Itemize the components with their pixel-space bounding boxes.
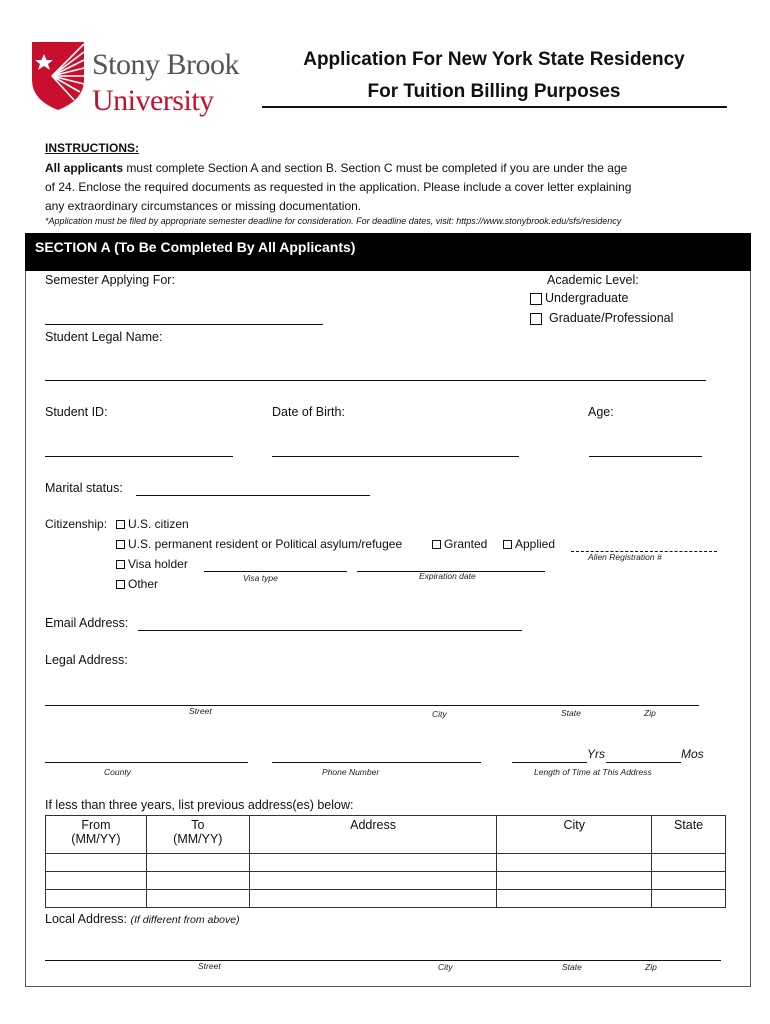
granted-option[interactable] [432,537,487,551]
years-label: Yrs [587,747,605,761]
local-address-note: (If different from above) [130,914,240,926]
graduate-label: Graduate/Professional [549,311,674,325]
visa-option[interactable] [116,557,188,571]
other-label: Other [128,577,159,591]
section-a-header [25,233,751,271]
university-logo [30,40,265,122]
shield-icon [30,40,86,112]
granted-checkbox[interactable] [432,540,441,549]
other-option[interactable] [116,577,158,591]
local-city-caption: City [438,962,453,972]
table-cell[interactable] [249,872,497,890]
header-to-line1: To [191,818,205,832]
header-address-line1: Address [350,818,396,832]
citizen-label: U.S. citizen [128,517,189,531]
local-address-label [45,912,240,926]
state-caption: State [561,708,581,718]
semester-input[interactable] [45,324,323,325]
alien-caption: Alien Registration # [588,552,662,562]
table-row [46,890,726,908]
legal-name-input[interactable] [45,380,706,381]
table-cell[interactable] [497,872,652,890]
applied-checkbox[interactable] [503,540,512,549]
months-input[interactable] [606,762,681,763]
graduate-checkbox[interactable] [530,313,542,325]
permanent-option[interactable] [116,537,402,551]
student-id-label: Student ID: [45,405,108,419]
title-line2: For Tuition Billing Purposes [367,81,621,102]
header-city-line1: City [563,818,585,832]
visa-type-caption: Visa type [243,573,278,583]
email-label: Email Address: [45,616,129,630]
local-state-caption: State [562,962,582,972]
table-cell[interactable] [146,890,249,908]
local-zip-caption: Zip [645,962,657,972]
table-cell[interactable] [497,890,652,908]
table-row [46,854,726,872]
page-title [262,44,726,108]
permanent-label: U.S. permanent resident or Political asylum/refugee [128,537,403,551]
section-a-title: SECTION A (To Be Completed By All Applicants) [35,239,356,255]
title-line1: Application For New York State Residency [303,49,685,70]
header-state-line1: State [673,818,704,832]
student-id-input[interactable] [45,456,233,457]
table-cell[interactable] [46,854,147,872]
instructions-text1: must complete Section A and section B. Section C must be completed if you are under the age [123,161,628,175]
phone-input[interactable] [272,762,481,763]
table-cell[interactable] [146,854,249,872]
granted-label: Granted [444,537,488,551]
table-cell[interactable] [249,854,497,872]
logo-line1: Stony Brook [92,48,240,81]
permanent-checkbox[interactable] [116,540,125,549]
years-input[interactable] [512,762,587,763]
header-to-line2: (MM/YY) [173,832,223,846]
table-cell[interactable] [652,854,726,872]
months-label: Mos [681,747,704,761]
length-caption: Length of Time at This Address [534,767,652,777]
header-from-line2: (MM/YY) [71,832,121,846]
header-state [652,816,726,854]
expiration-caption: Expiration date [419,571,476,581]
table-row [46,872,726,890]
header-city [497,816,652,854]
logo-line2: University [92,84,214,117]
marital-input[interactable] [136,495,370,496]
undergraduate-label: Undergraduate [545,291,629,305]
title-underline [262,106,727,108]
instructions-text2: of 24. Enclose the required documents as requested in the application. Please include a cover letter explaining [45,180,632,194]
header-from [46,816,147,854]
visa-checkbox[interactable] [116,560,125,569]
applied-label: Applied [515,537,556,551]
phone-caption: Phone Number [322,767,380,777]
citizenship-label: Citizenship: [45,517,108,531]
academic-level-label: Academic Level: [547,273,639,287]
county-input[interactable] [45,762,248,763]
citizen-checkbox[interactable] [116,520,125,529]
local-address-input[interactable] [45,960,721,961]
legal-address-label: Legal Address: [45,653,128,667]
street-caption: Street [189,706,212,716]
undergraduate-checkbox[interactable] [530,293,542,305]
instructions-note: *Application must be filed by appropriate semester deadline for consideration. For deadline dates, visit: https://www.stonybrook.edu/sfs/residency [45,216,622,226]
table-cell[interactable] [146,872,249,890]
visa-type-input[interactable] [204,571,347,572]
zip-caption: Zip [644,708,656,718]
table-header-row [46,816,726,854]
table-cell[interactable] [652,890,726,908]
age-input[interactable] [589,456,702,457]
citizen-option[interactable] [116,517,189,531]
table-cell[interactable] [46,872,147,890]
dob-input[interactable] [272,456,519,457]
local-address-title: Local Address: [45,912,127,926]
previous-address-table [45,815,726,908]
header-to [146,816,249,854]
table-cell[interactable] [46,890,147,908]
header-address [249,816,497,854]
legal-address-input[interactable] [45,705,699,706]
instructions-bold-lead: All applicants [45,161,124,175]
table-cell[interactable] [497,854,652,872]
other-checkbox[interactable] [116,580,125,589]
table-cell[interactable] [249,890,497,908]
level-undergraduate[interactable] [530,291,628,305]
instructions-text3: any extraordinary circumstances or missing documentation. [45,199,362,213]
email-input[interactable] [138,630,522,631]
local-street-caption: Street [198,961,221,971]
applied-option[interactable] [503,537,555,551]
instructions-heading: INSTRUCTIONS: [45,141,139,155]
city-caption: City [432,709,447,719]
marital-label: Marital status: [45,481,123,495]
legal-name-label: Student Legal Name: [45,330,163,344]
table-cell[interactable] [652,872,726,890]
county-caption: County [104,767,131,777]
level-graduate[interactable] [530,311,673,325]
visa-label: Visa holder [128,557,188,571]
dob-label: Date of Birth: [272,405,345,419]
instructions-body [45,159,735,216]
prev-address-label: If less than three years, list previous address(es) below: [45,798,354,812]
semester-label: Semester Applying For: [45,273,175,287]
header-from-line1: From [81,818,111,832]
age-label: Age: [588,405,614,419]
